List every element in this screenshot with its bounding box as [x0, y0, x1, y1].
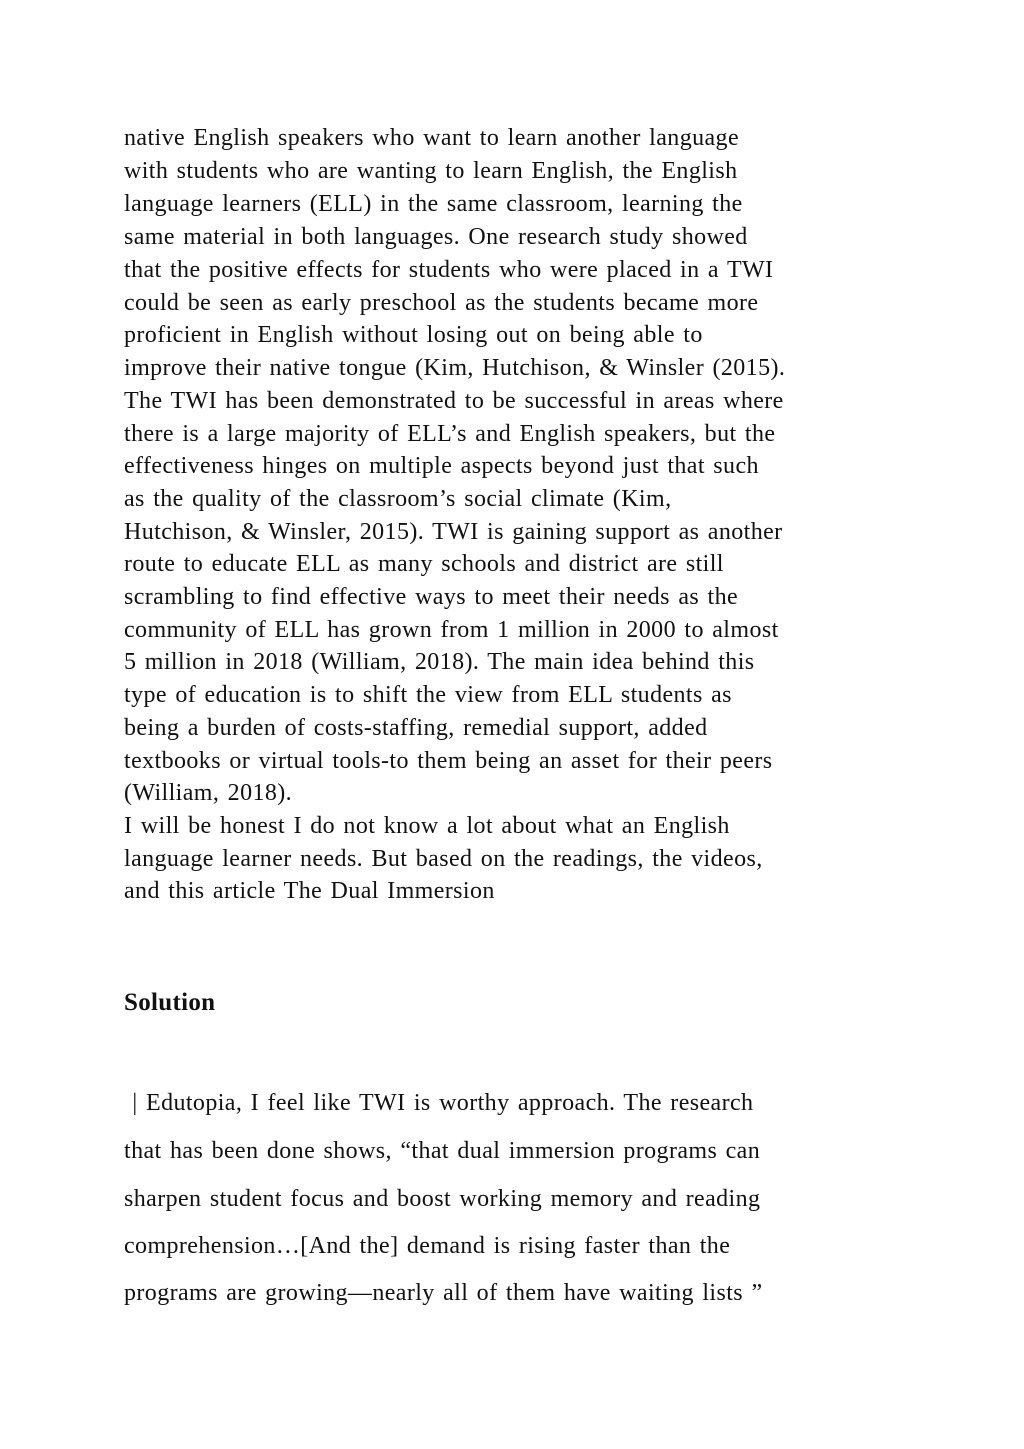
- solution-line: comprehension…[And the] demand is rising faster than the: [124, 1233, 731, 1259]
- body-line: community of ELL has grown from 1 million in 2000 to almost: [124, 617, 779, 643]
- body-line: language learners (ELL) in the same classroom, learning the: [124, 191, 743, 217]
- body-line: type of education is to shift the view from ELL students as: [124, 682, 732, 708]
- body-line: and this article The Dual Immersion: [124, 878, 495, 904]
- body-line: The TWI has been demonstrated to be successful in areas where: [124, 388, 784, 414]
- solution-line: sharpen student focus and boost working memory and reading: [124, 1186, 761, 1212]
- body-line: improve their native tongue (Kim, Hutchison, & Winsler (2015).: [124, 355, 786, 381]
- body-line: could be seen as early preschool as the students became more: [124, 290, 759, 316]
- solution-line: that has been done shows, “that dual immersion programs can: [124, 1138, 761, 1164]
- body-line: textbooks or virtual tools-to them being an asset for their peers: [124, 748, 773, 774]
- solution-line: programs are growing—nearly all of them have waiting lists ”: [124, 1280, 763, 1306]
- body-line: with students who are wanting to learn English, the English: [124, 158, 738, 184]
- body-line: there is a large majority of ELL’s and English speakers, but the: [124, 421, 776, 447]
- body-line: Hutchison, & Winsler, 2015). TWI is gaining support as another: [124, 519, 783, 545]
- body-line: language learner needs. But based on the readings, the videos,: [124, 846, 763, 872]
- body-line: same material in both languages. One research study showed: [124, 224, 748, 250]
- body-line: as the quality of the classroom’s social climate (Kim,: [124, 486, 672, 512]
- body-line: (William, 2018).: [124, 780, 293, 806]
- body-line: 5 million in 2018 (William, 2018). The main idea behind this: [124, 649, 755, 675]
- body-line: scrambling to find effective ways to meet their needs as the: [124, 584, 739, 610]
- solution-line: | Edutopia, I feel like TWI is worthy approach. The research: [124, 1090, 754, 1116]
- body-line: that the positive effects for students who were placed in a TWI: [124, 257, 774, 283]
- body-line: being a burden of costs-staffing, remedial support, added: [124, 715, 708, 741]
- body-line: effectiveness hinges on multiple aspects beyond just that such: [124, 453, 759, 479]
- body-line: native English speakers who want to learn another language: [124, 125, 740, 151]
- section-heading: Solution: [124, 989, 216, 1016]
- body-line: route to educate ELL as many schools and district are still: [124, 551, 724, 577]
- body-line: I will be honest I do not know a lot about what an English: [124, 813, 730, 839]
- body-line: proficient in English without losing out on being able to: [124, 322, 703, 348]
